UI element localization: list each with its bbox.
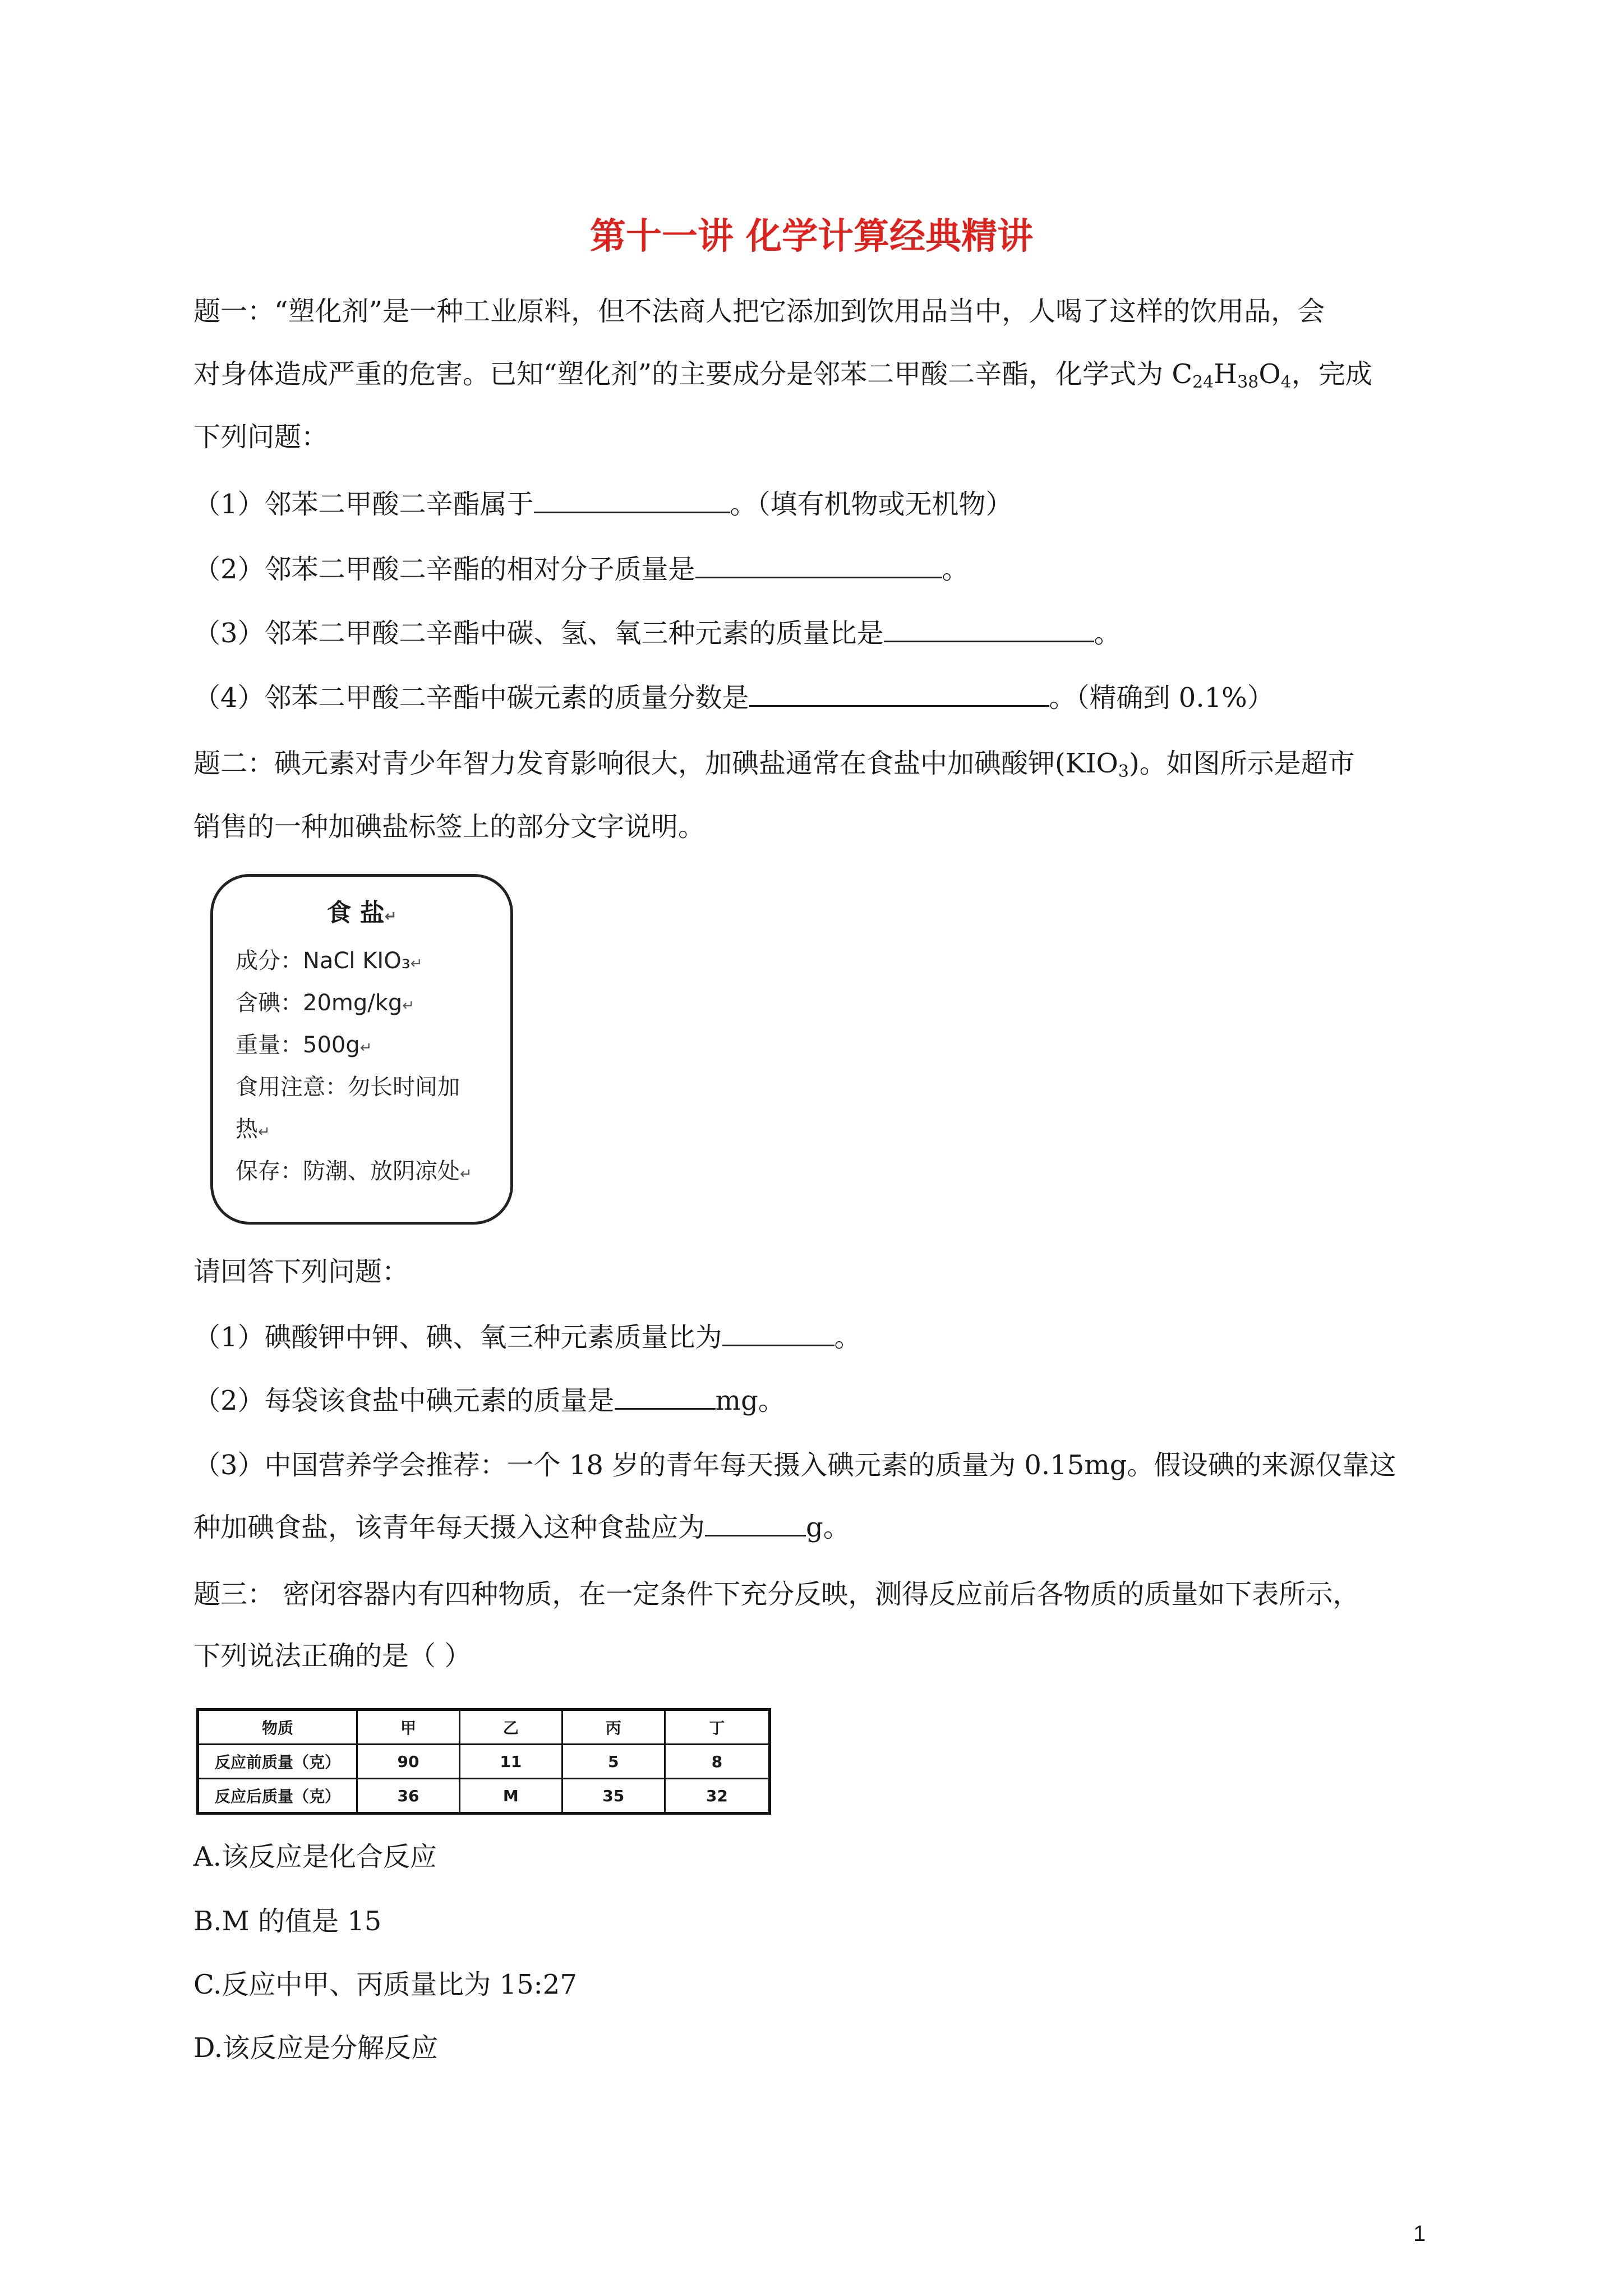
answer-blank[interactable]	[722, 1322, 834, 1346]
q1-part1: （1）邻苯二甲酸二辛酯属于 。（填有机物或无机物）	[193, 489, 1013, 520]
table-row	[198, 1779, 770, 1814]
q2-part1: （1）碘酸钾中钾、碘、氧三种元素质量比为 。	[193, 1322, 861, 1353]
page-number: 1	[1413, 2221, 1426, 2246]
table-cell: 甲	[357, 1710, 460, 1745]
answer-blank[interactable]	[884, 618, 1094, 642]
table-cell: 90	[357, 1745, 460, 1779]
answer-blank[interactable]	[534, 489, 730, 513]
answer-blank[interactable]	[615, 1386, 716, 1410]
table-cell: 35	[562, 1779, 665, 1814]
q2-part3-line1: （3）中国营养学会推荐：一个 18 岁的青年每天摄入碘元素的质量为 0.15mg。假设碘的来源仅靠这	[193, 1450, 1396, 1481]
q2-part2: （2）每袋该食盐中碘元素的质量是 mg。	[193, 1385, 785, 1416]
q1-part2: （2）邻苯二甲酸二辛酯的相对分子质量是 。	[193, 554, 969, 585]
answer-blank[interactable]	[695, 554, 942, 578]
table-cell: 36	[357, 1779, 460, 1814]
q1-part3: （3）邻苯二甲酸二辛酯中碳、氢、氧三种元素的质量比是 。	[193, 618, 1121, 649]
table-cell: 11	[459, 1745, 562, 1779]
table-header-row	[198, 1710, 770, 1745]
table-cell: 物质	[198, 1710, 357, 1745]
label-row-usage-cont: 热↵	[236, 1116, 270, 1142]
answer-blank[interactable]	[749, 683, 1049, 707]
label-title: 食 盐↵	[326, 899, 397, 927]
option-b: B.M 的值是 15	[193, 1906, 382, 1937]
table-cell: 8	[665, 1745, 769, 1779]
label-row-weight: 重量：500g↵	[236, 1032, 372, 1058]
label-row-storage: 保存：防潮、放阴凉处↵	[236, 1158, 472, 1184]
q1-part4: （4）邻苯二甲酸二辛酯中碳元素的质量分数是 。（精确到 0.1%）	[193, 682, 1274, 714]
label-row-ingredients: 成分：NaCl KIO₃↵	[236, 948, 423, 974]
q1-line2: 对身体造成严重的危害。已知“塑化剂”的主要成分是邻苯二甲酸二辛酯，化学式为 $C_{24}H_{38}O_4$，完成	[193, 358, 1372, 392]
q1-line3: 下列问题：	[193, 421, 329, 453]
option-d: D.该反应是分解反应	[193, 2032, 439, 2064]
table-cell: 32	[665, 1779, 769, 1814]
mass-table	[196, 1708, 771, 1815]
q2-part3-line2: 种加碘食盐，该青年每天摄入这种食盐应为 g。	[193, 1512, 850, 1543]
option-c: C.反应中甲、丙质量比为 15:27	[193, 1969, 577, 2000]
table-cell: 丁	[665, 1710, 769, 1745]
option-a: A.该反应是化合反应	[193, 1841, 437, 1872]
table-cell: 5	[562, 1745, 665, 1779]
table-row	[198, 1745, 770, 1779]
q1-line1: 题一：“塑化剂”是一种工业原料，但不法商人把它添加到饮用品当中，人喝了这样的饮用品，会	[193, 296, 1325, 327]
page-title: 第十一讲 化学计算经典精讲	[589, 216, 1034, 257]
q2-line2: 销售的一种加碘盐标签上的部分文字说明。	[193, 811, 706, 843]
q2-ask: 请回答下列问题：	[193, 1256, 409, 1287]
salt-label-image	[210, 874, 513, 1225]
table-cell: 乙	[459, 1710, 562, 1745]
table-cell: 反应前质量（克）	[198, 1745, 357, 1779]
q3-line2: 下列说法正确的是（ ）	[193, 1640, 472, 1672]
label-row-usage: 食用注意：勿长时间加	[236, 1074, 460, 1100]
table-cell: M	[459, 1779, 562, 1814]
q3-line1: 题三： 密闭容器内有四种物质，在一定条件下充分反映，测得反应前后各物质的质量如下表所示，	[193, 1579, 1360, 1610]
answer-blank[interactable]	[705, 1512, 806, 1536]
label-row-iodine: 含碘：20mg/kg↵	[236, 990, 415, 1016]
q2-line1: 题二：碘元素对青少年智力发育影响很大，加碘盐通常在食盐中加碘酸钾$(KIO_3)$。如图所示是超市	[193, 748, 1355, 781]
table-cell: 反应后质量（克）	[198, 1779, 357, 1814]
table-cell: 丙	[562, 1710, 665, 1745]
